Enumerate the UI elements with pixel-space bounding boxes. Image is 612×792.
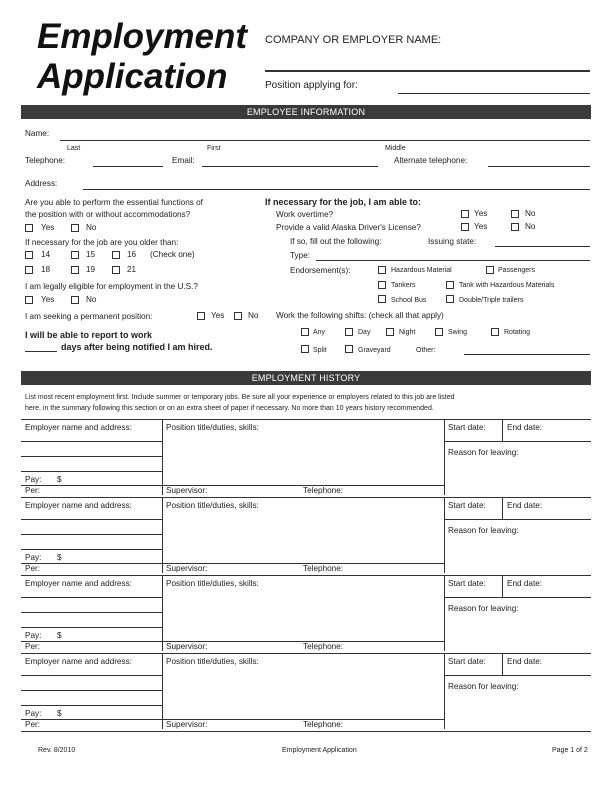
shift-rotating-checkbox[interactable] <box>491 328 499 336</box>
pay-dollar-sign: $ <box>57 553 62 562</box>
email-label: Email: <box>172 156 195 165</box>
permanent-no-label: No <box>248 311 259 320</box>
eligible-yes-checkbox[interactable] <box>25 296 33 304</box>
address-field[interactable] <box>83 189 590 190</box>
age-21-label: 21 <box>127 265 137 274</box>
employer-address-line-2[interactable] <box>21 456 162 457</box>
position-duties-label: Position title/duties, skills: <box>166 579 259 588</box>
email-field[interactable] <box>202 166 378 167</box>
form-title-line2: Application <box>37 57 228 96</box>
pay-label: Pay: <box>25 709 42 718</box>
history-block-1-top-border <box>21 419 591 420</box>
permanent-position-question: I am seeking a permanent position: <box>25 312 153 321</box>
school-bus-label: School Bus <box>391 297 427 304</box>
fill-out-following-label: If so, fill out the following: <box>290 237 382 246</box>
telephone-label: Telephone: <box>303 564 344 573</box>
employer-name-label: Employer name and address: <box>25 579 132 588</box>
essential-functions-question-line2: the position with or without accommodations? <box>25 210 191 219</box>
address-label: Address: <box>25 179 58 188</box>
date-row-line <box>444 441 591 442</box>
eligible-no-checkbox[interactable] <box>71 296 79 304</box>
age-15-label: 15 <box>86 250 96 259</box>
pay-label: Pay: <box>25 553 42 562</box>
history-block-2-divider-2 <box>444 497 445 573</box>
overtime-yes-label: Yes <box>474 209 488 218</box>
overtime-yes-checkbox[interactable] <box>461 210 469 218</box>
footer-revision: Rev. 8/2010 <box>38 747 76 754</box>
employer-address-line-1[interactable] <box>21 441 162 442</box>
date-row-line <box>444 597 591 598</box>
end-date-label: End date: <box>507 579 543 588</box>
supervisor-label: Supervisor: <box>166 564 208 573</box>
history-block-3-divider-1 <box>162 575 163 651</box>
alt-telephone-field[interactable] <box>488 166 590 167</box>
endorsements-label: Endorsement(s): <box>290 266 351 275</box>
age-16-label: 16 <box>127 250 137 259</box>
shift-swing-label: Swing <box>448 329 468 336</box>
reason-leaving-label: Reason for leaving: <box>448 526 519 535</box>
reason-leaving-label: Reason for leaving: <box>448 604 519 613</box>
position-duties-label: Position title/duties, skills: <box>166 657 259 666</box>
age-18-label: 18 <box>41 265 51 274</box>
pay-dollar-sign: $ <box>57 475 62 484</box>
age-21-checkbox[interactable] <box>112 266 120 274</box>
license-type-field[interactable] <box>316 260 590 261</box>
employer-address-line-1[interactable] <box>21 675 162 676</box>
school-bus-checkbox[interactable] <box>378 295 386 303</box>
license-type-label: Type: <box>290 251 311 260</box>
middle-name-caption: Middle <box>385 145 406 152</box>
hazardous-material-checkbox[interactable] <box>378 266 386 274</box>
end-date-label: End date: <box>507 501 543 510</box>
history-block-4-divider-2 <box>444 653 445 729</box>
shift-other-label: Other: <box>416 347 436 354</box>
employer-address-line-3[interactable] <box>21 471 162 472</box>
double-triple-label: Double/Triple trailers <box>459 297 524 304</box>
history-block-1-divider-1 <box>162 419 163 495</box>
employer-name-label: Employer name and address: <box>25 423 132 432</box>
shift-split-checkbox[interactable] <box>301 345 309 353</box>
age-18-checkbox[interactable] <box>25 266 33 274</box>
shift-any-label: Any <box>313 329 326 336</box>
license-no-label: No <box>525 222 536 231</box>
per-label: Per: <box>25 486 41 495</box>
history-block-1-divider-3 <box>502 419 503 441</box>
pay-dollar-sign: $ <box>57 631 62 640</box>
history-block-2-divider-3 <box>502 497 503 519</box>
age-15-checkbox[interactable] <box>71 251 79 259</box>
shift-graveyard-label: Graveyard <box>358 347 391 354</box>
start-date-label: Start date: <box>448 579 486 588</box>
permanent-yes-checkbox[interactable] <box>197 312 205 320</box>
shift-graveyard-checkbox[interactable] <box>345 345 353 353</box>
pay-field[interactable] <box>21 563 162 564</box>
shift-split-label: Split <box>313 347 327 354</box>
age-14-checkbox[interactable] <box>25 251 33 259</box>
history-block-2-divider-1 <box>162 497 163 573</box>
position-duties-label: Position title/duties, skills: <box>166 423 259 432</box>
shift-swing-checkbox[interactable] <box>435 328 443 336</box>
tankers-label: Tankers <box>391 282 416 289</box>
telephone-label: Telephone: <box>303 486 344 495</box>
supervisor-label: Supervisor: <box>166 720 208 729</box>
employer-address-line-2[interactable] <box>21 690 162 691</box>
history-table-bottom-border <box>21 731 591 732</box>
drivers-license-question: Provide a valid Alaska Driver's License? <box>276 223 421 232</box>
supervisor-label: Supervisor: <box>166 642 208 651</box>
pay-label: Pay: <box>25 631 42 640</box>
pay-field[interactable] <box>21 719 162 720</box>
employer-address-line-2[interactable] <box>21 612 162 613</box>
history-block-1-divider-2 <box>444 419 445 495</box>
history-block-3-divider-3 <box>502 575 503 597</box>
end-date-label: End date: <box>507 423 543 432</box>
shifts-question: Work the following shifts: (check all that apply) <box>276 311 444 320</box>
history-block-4-top-border <box>21 653 591 654</box>
per-label: Per: <box>25 564 41 573</box>
alt-telephone-label: Alternate telephone: <box>394 156 468 165</box>
tank-hazardous-checkbox[interactable] <box>446 281 454 289</box>
history-block-3-top-border <box>21 575 591 576</box>
employer-name-label: Employer name and address: <box>25 501 132 510</box>
shift-night-label: Night <box>399 329 416 336</box>
start-date-label: Start date: <box>448 423 486 432</box>
form-title-line1: Employment <box>37 17 248 56</box>
footer-page-number: Page 1 of 2 <box>552 747 588 754</box>
history-block-4-divider-3 <box>502 653 503 675</box>
footer-title: Employment Application <box>282 747 357 754</box>
issuing-state-label: Issuing state: <box>428 237 477 246</box>
permanent-no-checkbox[interactable] <box>234 312 242 320</box>
overtime-no-label: No <box>525 209 536 218</box>
employer-address-line-3[interactable] <box>21 627 162 628</box>
if-necessary-heading: If necessary for the job, I am able to: <box>265 197 422 207</box>
company-name-label: COMPANY OR EMPLOYER NAME: <box>265 34 442 46</box>
history-instructions-line1: List most recent employment first. Include summer or temporary jobs. Be sure all your experience or employers related to this job are listed <box>25 394 455 401</box>
name-label: Name: <box>25 129 50 138</box>
shift-rotating-label: Rotating <box>504 329 531 336</box>
hazardous-material-label: Hazardous Material <box>391 267 452 274</box>
date-row-line <box>444 519 591 520</box>
per-label: Per: <box>25 642 41 651</box>
first-name-caption: First <box>207 145 221 152</box>
last-name-caption: Last <box>67 145 81 152</box>
permanent-yes-label: Yes <box>211 311 225 320</box>
employer-address-line-2[interactable] <box>21 534 162 535</box>
eligible-yes-label: Yes <box>41 295 55 304</box>
telephone-label: Telephone: <box>303 642 344 651</box>
eligible-no-label: No <box>86 295 97 304</box>
end-date-label: End date: <box>507 657 543 666</box>
pay-field[interactable] <box>21 641 162 642</box>
passengers-checkbox[interactable] <box>486 266 494 274</box>
age-19-label: 19 <box>86 265 96 274</box>
telephone-field[interactable] <box>93 166 163 167</box>
legally-eligible-question: I am legally eligible for employment in the U.S.? <box>25 282 198 291</box>
overtime-no-checkbox[interactable] <box>511 210 519 218</box>
pay-label: Pay: <box>25 475 42 484</box>
shift-night-checkbox[interactable] <box>386 328 394 336</box>
license-yes-checkbox[interactable] <box>461 223 469 231</box>
tankers-checkbox[interactable] <box>378 281 386 289</box>
employer-name-label: Employer name and address: <box>25 657 132 666</box>
telephone-label: Telephone: <box>303 720 344 729</box>
telephone-label: Telephone: <box>25 156 66 165</box>
position-applying-field[interactable] <box>398 93 590 94</box>
essential-no-label: No <box>86 223 97 232</box>
essential-yes-label: Yes <box>41 223 55 232</box>
license-yes-label: Yes <box>474 222 488 231</box>
history-instructions-line2: here, in the summary following this section or on an extra sheet of paper if necessary. No more than 10 years history recommended. <box>25 405 434 412</box>
shift-other-field[interactable] <box>464 354 590 355</box>
report-to-work-line2: days after being notified I am hired. <box>61 342 213 352</box>
start-date-label: Start date: <box>448 657 486 666</box>
position-applying-label: Position applying for: <box>265 80 358 91</box>
history-block-2-top-border <box>21 497 591 498</box>
issuing-state-field[interactable] <box>495 246 590 247</box>
shift-any-checkbox[interactable] <box>301 328 309 336</box>
employer-address-line-3[interactable] <box>21 549 162 550</box>
employer-address-line-1[interactable] <box>21 597 162 598</box>
check-one-note: (Check one) <box>150 250 195 259</box>
essential-yes-checkbox[interactable] <box>25 224 33 232</box>
age-16-checkbox[interactable] <box>112 251 120 259</box>
report-to-work-line1: I will be able to report to work <box>25 330 153 340</box>
passengers-label: Passengers <box>498 267 535 274</box>
pay-field[interactable] <box>21 485 162 486</box>
essential-functions-question-line1: Are you able to perform the essential functions of <box>25 198 203 207</box>
age-19-checkbox[interactable] <box>71 266 79 274</box>
shift-day-checkbox[interactable] <box>345 328 353 336</box>
report-days-field[interactable] <box>25 351 57 352</box>
name-field[interactable] <box>60 140 590 141</box>
company-name-field[interactable] <box>265 70 590 72</box>
tank-hazardous-label: Tank with Hazardous Materials <box>459 282 555 289</box>
supervisor-label: Supervisor: <box>166 486 208 495</box>
employment-history-bar: EMPLOYMENT HISTORY <box>21 371 591 385</box>
employer-address-line-3[interactable] <box>21 705 162 706</box>
essential-no-checkbox[interactable] <box>71 224 79 232</box>
position-duties-label: Position title/duties, skills: <box>166 501 259 510</box>
employee-information-bar: EMPLOYEE INFORMATION <box>21 105 591 119</box>
per-label: Per: <box>25 720 41 729</box>
shift-day-label: Day <box>358 329 371 336</box>
employer-address-line-1[interactable] <box>21 519 162 520</box>
reason-leaving-label: Reason for leaving: <box>448 682 519 691</box>
start-date-label: Start date: <box>448 501 486 510</box>
history-block-4-divider-1 <box>162 653 163 729</box>
reason-leaving-label: Reason for leaving: <box>448 448 519 457</box>
license-no-checkbox[interactable] <box>511 223 519 231</box>
pay-dollar-sign: $ <box>57 709 62 718</box>
older-than-question: If necessary for the job are you older than: <box>25 238 179 247</box>
age-14-label: 14 <box>41 250 51 259</box>
double-triple-checkbox[interactable] <box>446 295 454 303</box>
overtime-question: Work overtime? <box>276 210 334 219</box>
history-block-3-divider-2 <box>444 575 445 651</box>
date-row-line <box>444 675 591 676</box>
